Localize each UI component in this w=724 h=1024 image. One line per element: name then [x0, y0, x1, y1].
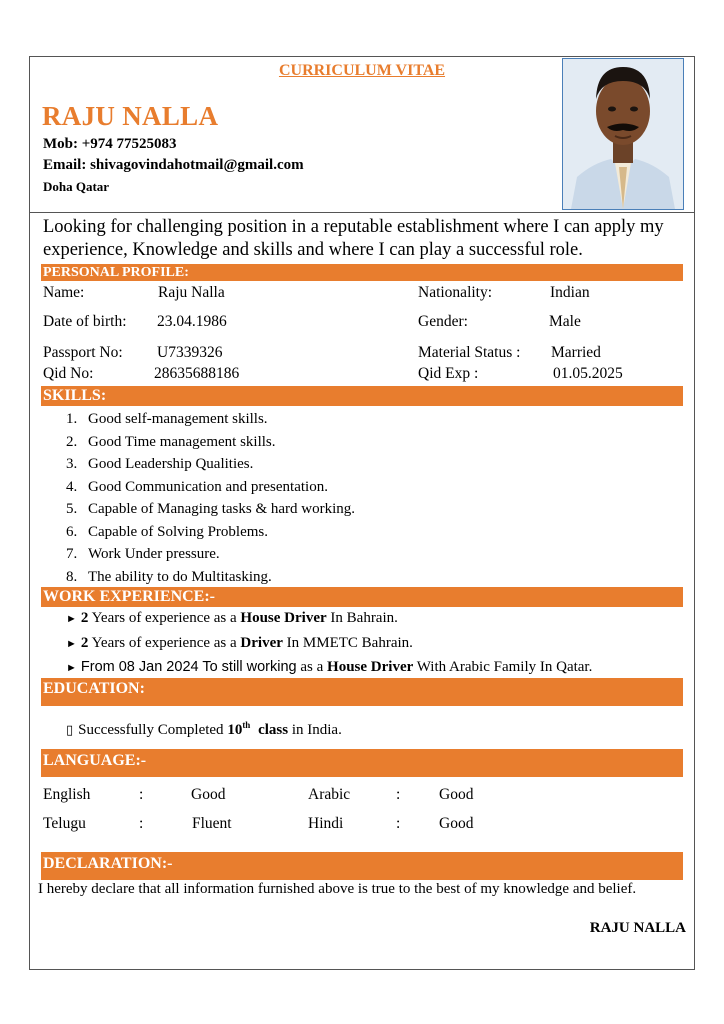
- skill-text: The ability to do Multitasking.: [88, 568, 272, 585]
- list-number: 7.: [66, 546, 78, 562]
- work-text: In Bahrain.: [326, 610, 398, 626]
- work-years: 2: [80, 610, 89, 626]
- work-item: [66, 659, 592, 676]
- skill-text: Good Time management skills.: [88, 433, 276, 450]
- language-colon: :: [396, 786, 401, 803]
- list-number: 2.: [66, 433, 78, 450]
- language-level: Fluent: [192, 815, 232, 832]
- nationality-label: Nationality:: [418, 284, 493, 301]
- qid-value: 28635688186: [154, 365, 240, 382]
- work-text: Years of experience as a: [88, 635, 241, 651]
- section-heading-work: [41, 587, 683, 607]
- list-item: [66, 453, 355, 476]
- skill-text: Good Leadership Qualities.: [88, 456, 254, 472]
- location: Doha Qatar: [43, 179, 110, 194]
- list-number: 4.: [66, 478, 78, 495]
- arrow-bullet-icon: ►: [66, 662, 77, 674]
- section-heading-personal: [41, 264, 683, 281]
- list-item: [66, 543, 355, 566]
- gender-label: Gender:: [418, 313, 468, 330]
- work-text: as a: [296, 659, 328, 675]
- qid-label: Qid No:: [43, 365, 94, 382]
- work-years: 2: [80, 635, 89, 651]
- signature-name: RAJU NALLA: [589, 920, 686, 936]
- arrow-bullet-icon: ►: [66, 638, 77, 650]
- education-text: in India.: [288, 722, 342, 738]
- dob-label: Date of birth:: [43, 313, 127, 330]
- education-heading: EDUCATION:: [43, 680, 145, 697]
- marital-status-label: Material Status :: [418, 344, 521, 361]
- passport-label: Passport No:: [43, 344, 123, 361]
- list-item: [66, 566, 355, 589]
- education-grade: 10: [227, 722, 243, 738]
- work-period: From 08 Jan 2024 To still working: [80, 659, 297, 675]
- declaration-text: I hereby declare that all information furnished above is true to the best of my knowledge and belief.: [38, 881, 637, 897]
- qid-expiry-value: 01.05.2025: [553, 365, 623, 382]
- email-address: Email: shivagovindahotmail@gmail.com: [43, 157, 304, 173]
- work-role: House Driver: [240, 610, 327, 626]
- nationality-value: Indian: [550, 284, 590, 301]
- work-item: [66, 635, 413, 652]
- education-grade-suffix: th: [242, 720, 251, 730]
- box-bullet-icon: ▯: [66, 723, 74, 738]
- skill-text: Work Under pressure.: [88, 546, 220, 562]
- language-colon: :: [396, 815, 401, 832]
- passport-value: U7339326: [157, 344, 223, 361]
- language-name: Telugu: [43, 815, 86, 832]
- name-value: Raju Nalla: [158, 284, 225, 301]
- language-level: Good: [191, 786, 226, 803]
- work-text: With Arabic Family In Qatar.: [413, 659, 593, 675]
- section-heading-language: [41, 749, 683, 777]
- language-colon: :: [139, 815, 144, 832]
- education-class: class: [258, 722, 289, 738]
- list-number: 6.: [66, 523, 78, 540]
- list-item: [66, 408, 355, 431]
- work-item: [66, 610, 398, 627]
- skills-heading: SKILLS:: [43, 387, 107, 404]
- section-heading-skills: [41, 386, 683, 406]
- language-name: English: [43, 786, 91, 803]
- language-level: Good: [439, 786, 474, 803]
- dob-value: 23.04.1986: [157, 313, 227, 330]
- section-heading-declaration: [41, 852, 683, 880]
- name-label: Name:: [43, 284, 85, 301]
- arrow-bullet-icon: ►: [66, 613, 77, 625]
- gender-value: Male: [549, 313, 581, 330]
- list-item: [66, 476, 355, 499]
- language-name: Arabic: [308, 786, 351, 803]
- work-text: Years of experience as a: [88, 610, 241, 626]
- header-divider: [29, 212, 695, 213]
- skills-list: [66, 408, 355, 588]
- skill-text: Capable of Managing tasks & hard working.: [88, 501, 356, 517]
- list-number: 5.: [66, 501, 78, 517]
- personal-heading: PERSONAL PROFILE:: [43, 265, 189, 280]
- career-objective: Looking for challenging position in a reputable establishment where I can apply my experience, Knowledge and skills and where I can play a successful role.: [43, 217, 664, 260]
- language-level: Good: [439, 815, 474, 832]
- language-colon: :: [139, 786, 144, 803]
- marital-status-value: Married: [551, 344, 601, 361]
- document-title: CURRICULUM VITAE: [278, 62, 446, 79]
- skill-text: Good self-management skills.: [88, 411, 268, 427]
- list-number: 3.: [66, 456, 78, 472]
- list-item: [66, 521, 355, 544]
- mobile-number: Mob: +974 77525083: [43, 136, 177, 152]
- list-number: 8.: [66, 568, 78, 585]
- work-heading: WORK EXPERIENCE:-: [43, 588, 216, 605]
- work-role: Driver: [240, 635, 283, 651]
- education-text: Successfully Completed: [78, 722, 228, 738]
- qid-expiry-label: Qid Exp :: [418, 365, 479, 382]
- list-item: [66, 431, 355, 454]
- work-text: In MMETC Bahrain.: [282, 635, 413, 651]
- candidate-name: RAJU NALLA: [42, 101, 219, 131]
- declaration-heading: DECLARATION:-: [43, 855, 173, 872]
- profile-photo: [562, 58, 684, 210]
- list-item: [66, 498, 355, 521]
- education-item: [66, 720, 342, 739]
- language-heading: LANGUAGE:-: [43, 752, 147, 769]
- work-role: House Driver: [327, 659, 414, 675]
- section-heading-education: [41, 678, 683, 706]
- list-number: 1.: [66, 411, 78, 427]
- skill-text: Good Communication and presentation.: [88, 478, 328, 495]
- skill-text: Capable of Solving Problems.: [88, 523, 268, 540]
- language-name: Hindi: [308, 815, 344, 832]
